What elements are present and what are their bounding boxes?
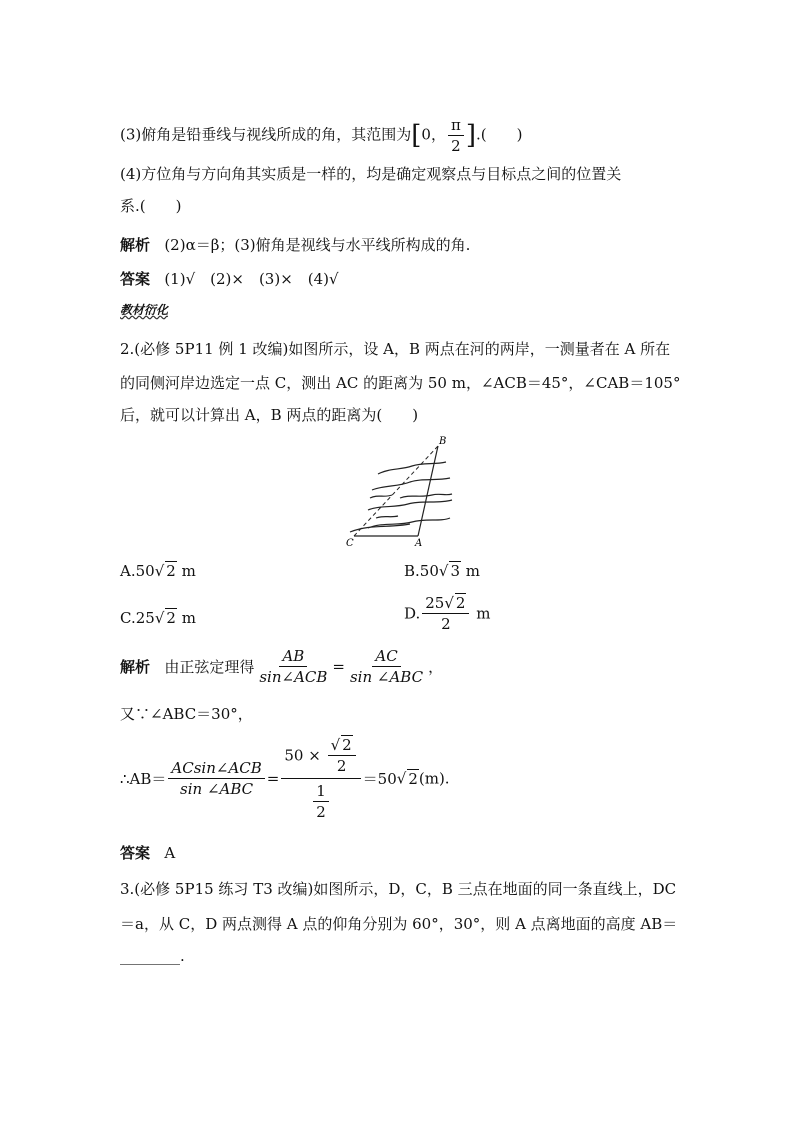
frac-den: 2 xyxy=(441,615,451,633)
bracket-close: ] xyxy=(465,120,476,151)
q2-line1: 2.(必修 5P11 例 1 改编)如图所示，设 A，B 两点在河的两岸，一测量者在 A 所在 xyxy=(120,340,671,358)
sqrt-sign: √ xyxy=(396,769,407,788)
option-d-frac xyxy=(422,594,469,633)
analysis-text: 由正弦定理得 xyxy=(164,658,255,676)
frac-num: √ 2 xyxy=(328,736,356,756)
frac-den: sin∠ACB xyxy=(259,668,328,686)
label-a: A xyxy=(415,538,423,547)
frac-den: 2 xyxy=(316,803,326,821)
radicand: 2 xyxy=(166,609,176,627)
big-frac-num xyxy=(281,736,360,779)
range-start: 0， xyxy=(421,125,446,144)
equals: = xyxy=(332,657,345,676)
analysis-text: (2)α＝β；(3)俯角是视线与水平线所构成的角. xyxy=(164,236,471,254)
therefore: ∴AB＝ xyxy=(120,770,167,788)
frac-num: 1 xyxy=(313,782,329,802)
sqrt-sign: √ xyxy=(438,562,449,580)
radicand: 2 xyxy=(408,769,418,788)
one-half xyxy=(313,782,329,821)
option-d[interactable] xyxy=(404,594,490,633)
unit: m xyxy=(176,562,196,580)
q3-line1: 3.(必修 5P15 练习 T3 改编)如图所示，D，C，B 三点在地面的同一条直线上，DC xyxy=(120,880,677,898)
frac-ac xyxy=(347,647,426,686)
analysis-label: 解析 xyxy=(120,658,151,676)
section-label: 教材衍化 xyxy=(120,303,169,317)
unit: m xyxy=(461,562,480,580)
frac-den: 2 xyxy=(451,137,461,155)
analysis-label: 解析 xyxy=(120,236,151,254)
analysis-2-line3 xyxy=(120,736,450,821)
pi-over-two xyxy=(448,116,464,155)
frac-acsin xyxy=(168,759,264,798)
option-c[interactable] xyxy=(120,608,196,628)
item-3 xyxy=(120,116,522,155)
big-frac-den xyxy=(308,779,334,821)
num-coef: 25 xyxy=(425,594,445,612)
option-a-text: A.50 xyxy=(120,562,155,580)
analysis-1 xyxy=(120,235,470,255)
answer-text: (1)√ (2)× (3)× (4)√ xyxy=(164,270,339,288)
radicand: 3 xyxy=(450,562,460,580)
unit: m xyxy=(176,609,196,627)
sqrt-sign: √ xyxy=(154,609,165,627)
sqrt-sign: √ xyxy=(154,562,165,580)
frac-num: π xyxy=(448,116,464,136)
radicand: 2 xyxy=(342,736,352,754)
answer-label: 答案 xyxy=(120,270,151,288)
frac-num: ACsin∠ACB xyxy=(168,759,264,779)
radicand: 2 xyxy=(455,594,466,612)
option-b[interactable] xyxy=(404,561,480,581)
frac-den: 2 xyxy=(336,757,347,775)
q2-line3: 后，就可以计算出 A，B 两点的距离为( ) xyxy=(120,406,419,424)
analysis-2-line1 xyxy=(120,647,443,686)
unit: m xyxy=(471,604,491,623)
label-c: C xyxy=(346,538,354,547)
line-cb xyxy=(354,446,438,536)
item-3-text: (3)俯角是铅垂线与视线所成的角，其范围为 xyxy=(120,125,412,144)
result: ＝50 xyxy=(362,770,397,788)
answer-2 xyxy=(120,843,175,863)
river-figure xyxy=(340,432,465,547)
option-b-text: B.50 xyxy=(404,562,439,580)
q3-line3[interactable]: ________. xyxy=(120,947,185,965)
bank-far xyxy=(378,462,446,474)
item-4-line1: (4)方位角与方向角其实质是一样的，均是确定观察点与目标点之间的位置关 xyxy=(120,165,622,183)
coef: 50 × xyxy=(284,746,326,765)
frac-den: sin ∠ABC xyxy=(180,780,254,798)
option-d-text: D. xyxy=(404,604,421,623)
frac-num: 25√ 2 xyxy=(422,594,469,614)
radicand: 2 xyxy=(166,562,176,580)
frac-num: AB xyxy=(279,647,307,667)
q3-line2: ＝a，从 C，D 两点测得 A 点的仰角分别为 60°，30°，则 A 点离地面的高度 AB＝ xyxy=(120,915,678,933)
frac-den: sin ∠ABC xyxy=(349,668,424,686)
sqrt2-over-2 xyxy=(328,736,356,775)
analysis-2-line2: 又∵∠ABC＝30°， xyxy=(120,705,253,723)
bracket-open: [ xyxy=(411,120,422,151)
option-a[interactable] xyxy=(120,561,196,581)
q2-line2: 的同侧河岸边选定一点 C，测出 AC 的距离为 50 m，∠ACB＝45°，∠CAB＝105° xyxy=(120,374,681,392)
comma: ， xyxy=(428,658,444,676)
answer-text: A xyxy=(164,844,176,862)
equals: = xyxy=(266,769,280,788)
item-4-line2: 系.( ) xyxy=(120,197,182,215)
big-frac xyxy=(281,736,360,821)
frac-num: AC xyxy=(372,647,400,667)
option-c-text: C.25 xyxy=(120,609,155,627)
label-b: B xyxy=(439,436,447,447)
result-unit: (m). xyxy=(418,769,450,788)
answer-1 xyxy=(120,269,339,289)
answer-label: 答案 xyxy=(120,844,151,862)
line-ab xyxy=(418,446,438,536)
frac-ab xyxy=(256,647,330,686)
item-3-suffix: .( ) xyxy=(475,125,523,144)
